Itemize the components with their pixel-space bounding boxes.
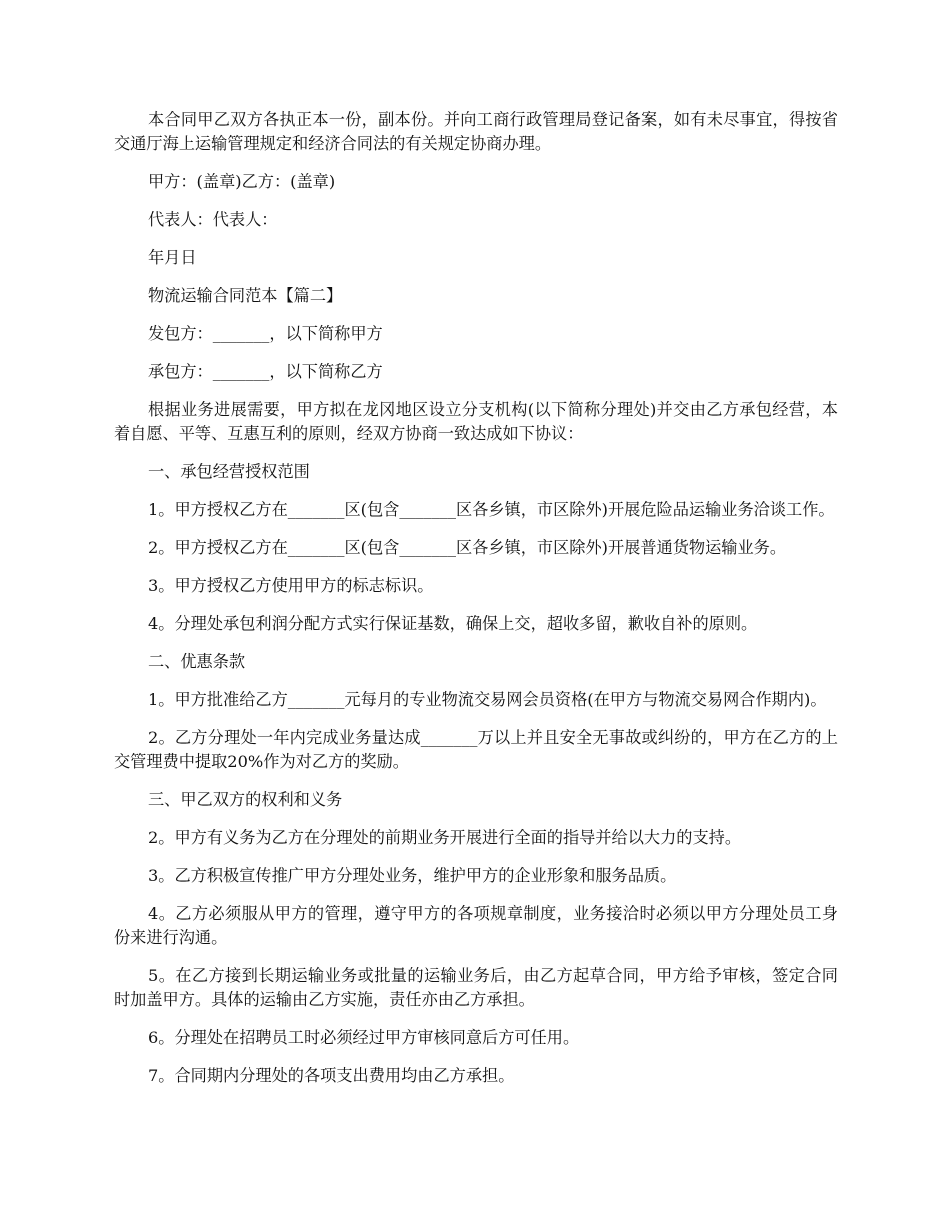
paragraph-contractor-party-a: 发包方：_______，以下简称甲方 — [148, 324, 383, 343]
paragraph-copies-and-filing: 本合同甲乙双方各执正本一份，副本份。并向工商行政管理局登记备案，如有未尽事宜，得按省交通厅海上运输管理规定和经济合同法的有关规定协商办理。 — [114, 110, 838, 153]
document-page — [114, 108, 838, 1102]
clause-2-1: 1。甲方批准给乙方_______元每月的专业物流交易网会员资格(在甲方与物流交易网合作期内)。 — [148, 690, 827, 709]
clause-3-2: 2。甲方有义务为乙方在分理处的前期业务开展进行全面的指导并给以大力的支持。 — [148, 828, 742, 847]
clause-1-4: 4。分理处承包利润分配方式实行保证基数，确保上交，超收多留，歉收自补的原则。 — [148, 614, 758, 633]
clause-1-2: 2。甲方授权乙方在_______区(包含_______区各乡镇，市区除外)开展普通货物运输业务。 — [148, 538, 787, 557]
clause-3-7: 7。合同期内分理处的各项支出费用均由乙方承担。 — [148, 1066, 515, 1085]
heading-scope-of-authorization: 一、承包经营授权范围 — [148, 462, 310, 481]
paragraph-preamble: 根据业务进展需要，甲方拟在龙冈地区设立分支机构(以下简称分理处)并交由乙方承包经营，本着自愿、平等、互惠互利的原则，经双方协商一致达成如下协议： — [114, 400, 838, 443]
clause-2-2: 2。乙方分理处一年内完成业务量达成_______万以上并且安全无事故或纠纷的，甲方在乙方的上交管理费中提取20%作为对乙方的奖励。 — [114, 728, 838, 771]
paragraph-contractor-party-b: 承包方：_______，以下简称乙方 — [148, 362, 383, 381]
paragraph-seal-line: 甲方：(盖章)乙方：(盖章) — [148, 172, 336, 191]
paragraph-representative-line: 代表人：代表人： — [148, 210, 278, 229]
clause-3-4: 4。乙方必须服从甲方的管理，遵守甲方的各项规章制度，业务接洽时必须以甲方分理处员工身份来进行沟通。 — [114, 904, 838, 947]
clause-1-3: 3。甲方授权乙方使用甲方的标志标识。 — [148, 576, 434, 595]
clause-3-6: 6。分理处在招聘员工时必须经过甲方审核同意后方可任用。 — [148, 1028, 580, 1047]
clause-3-3: 3。乙方积极宣传推广甲方分理处业务，维护甲方的企业形象和服务品质。 — [148, 866, 677, 885]
heading-rights-and-obligations: 三、甲乙双方的权利和义务 — [148, 790, 343, 809]
clause-3-5: 5。在乙方接到长期运输业务或批量的运输业务后，由乙方起草合同，甲方给予审核，签定合同时加盖甲方。具体的运输由乙方实施，责任亦由乙方承担。 — [114, 966, 838, 1009]
paragraph-date-line: 年月日 — [148, 248, 197, 267]
section-title-part-two: 物流运输合同范本【篇二】 — [148, 286, 343, 305]
clause-1-1: 1。甲方授权乙方在_______区(包含_______区各乡镇，市区除外)开展危险品运输业务洽谈工作。 — [148, 500, 835, 519]
heading-preferential-terms: 二、优惠条款 — [148, 652, 246, 671]
